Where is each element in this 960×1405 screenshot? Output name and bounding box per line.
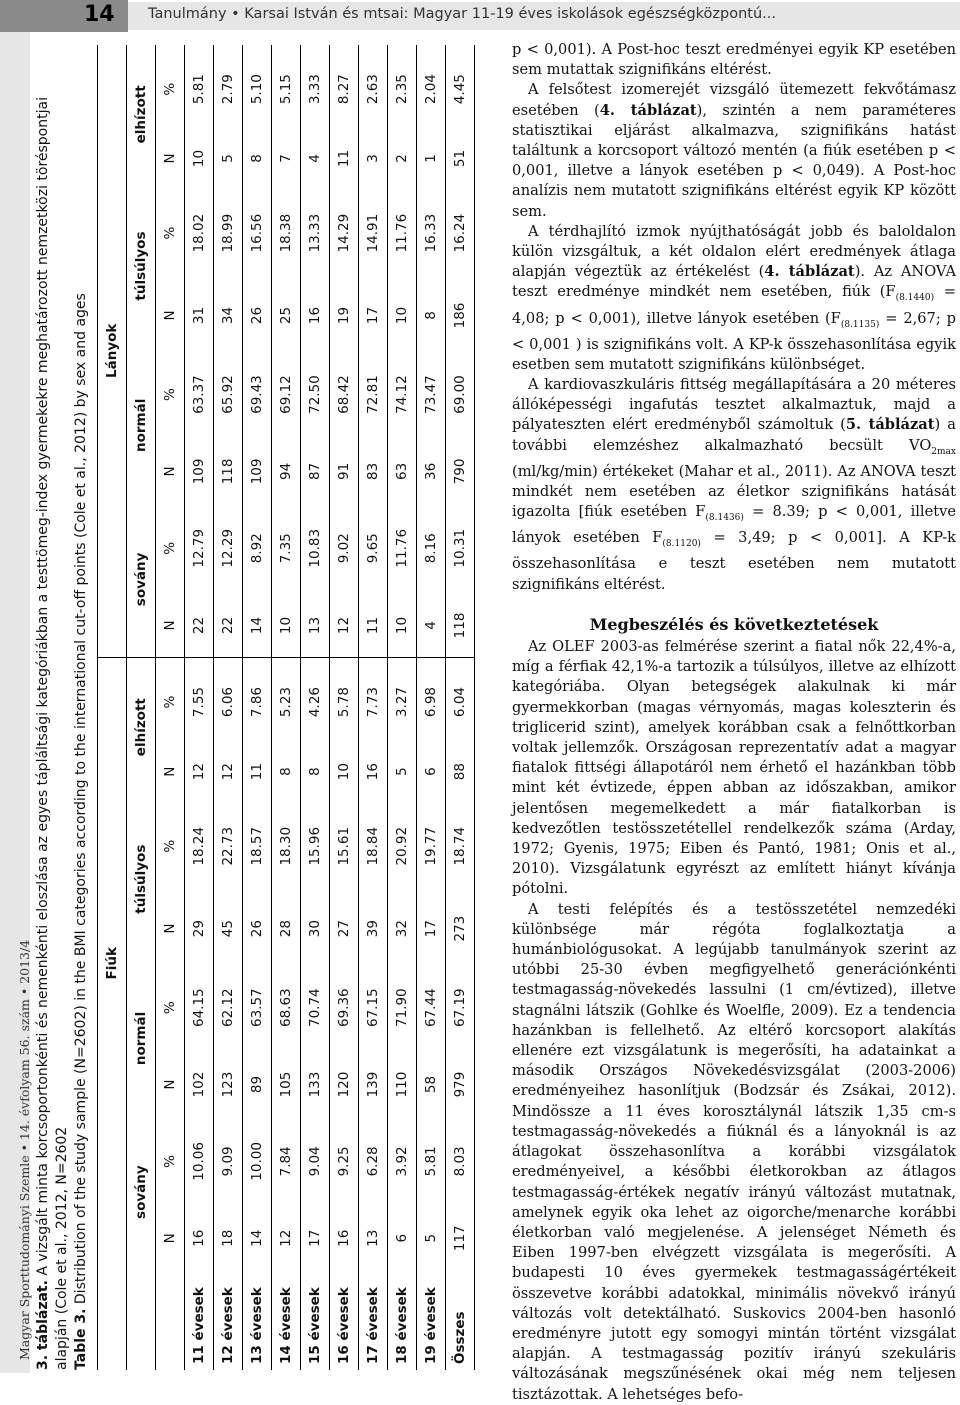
total-cell: 790 [446, 441, 475, 503]
table-cell: 11 [243, 746, 272, 796]
age-label: 15 évesek [301, 1269, 330, 1370]
table-cell: 9.04 [301, 1115, 330, 1207]
table-row [330, 45, 359, 1370]
table-cell: 31 [185, 283, 214, 349]
table-cell: 65.92 [214, 348, 243, 440]
pct-header: % [156, 962, 185, 1054]
total-cell: 8.03 [446, 1115, 475, 1207]
table-cell: 14.91 [359, 184, 388, 283]
table-cell: 5 [214, 133, 243, 183]
category-header: túlsúlyos [127, 184, 156, 349]
age-label: 13 évesek [243, 1269, 272, 1370]
table-cell: 15.61 [330, 797, 359, 896]
table-corner [156, 1269, 185, 1370]
table-cell: 139 [359, 1054, 388, 1116]
table-cell: 109 [243, 441, 272, 503]
table-cell: 69.43 [243, 348, 272, 440]
table-cell: 3.33 [301, 45, 330, 133]
table-cell: 10 [272, 594, 301, 657]
n-header: N [156, 283, 185, 349]
table-cell: 105 [272, 1054, 301, 1116]
table-cell: 27 [330, 896, 359, 962]
table-cell: 7 [272, 133, 301, 183]
table-cell: 12 [185, 746, 214, 796]
table-cell: 19.77 [417, 797, 446, 896]
table-cell: 64.15 [185, 962, 214, 1054]
table-cell: 9.65 [359, 502, 388, 594]
age-label: 16 évesek [330, 1269, 359, 1370]
table-cell: 7.86 [243, 657, 272, 746]
table-cell: 45 [214, 896, 243, 962]
total-cell: 273 [446, 896, 475, 962]
table-cell: 87 [301, 441, 330, 503]
age-label: 19 évesek [417, 1269, 446, 1370]
table-cell: 10.83 [301, 502, 330, 594]
table-cell: 10 [185, 133, 214, 183]
table-cell: 5.81 [185, 45, 214, 133]
table-row [185, 45, 214, 1370]
table-cell: 7.73 [359, 657, 388, 746]
text-column [512, 40, 956, 1405]
table-total-row [446, 45, 475, 1370]
total-cell: 979 [446, 1054, 475, 1116]
table-cell: 18.84 [359, 797, 388, 896]
table-caption-hu [34, 45, 72, 1370]
table-cell: 10 [388, 594, 417, 657]
section-heading: Megbeszélés és következtetések [589, 614, 879, 634]
table-cell: 83 [359, 441, 388, 503]
table-cell: 6 [388, 1208, 417, 1270]
total-cell: 186 [446, 283, 475, 349]
table-cell: 18.99 [214, 184, 243, 283]
table-cell: 34 [214, 283, 243, 349]
table-cell: 14 [243, 1208, 272, 1270]
table-cell: 18 [214, 1208, 243, 1270]
table-cell: 118 [214, 441, 243, 503]
table-cell: 20.92 [388, 797, 417, 896]
table-cell: 18.30 [272, 797, 301, 896]
page-number: 14 [84, 2, 115, 27]
table-cell: 16 [185, 1208, 214, 1270]
table-caption-en-text: Distribution of the study sample (N=2602) in the BMI categories according to the international cut-off points (Cole et al., 2012) by sex and ages [73, 293, 89, 1305]
table-cell: 25 [272, 283, 301, 349]
table-row [388, 45, 417, 1370]
running-head: Tanulmány • Karsai István és mtsai: Magyar 11-19 éves iskolások egészségközpontú... [148, 6, 776, 22]
total-cell: 117 [446, 1208, 475, 1270]
age-label: 17 évesek [359, 1269, 388, 1370]
table-cell: 8 [272, 746, 301, 796]
table-cell: 63 [388, 441, 417, 503]
table-cell: 8 [301, 746, 330, 796]
table-cell: 32 [388, 896, 417, 962]
age-label: 18 évesek [388, 1269, 417, 1370]
table-cell: 69.12 [272, 348, 301, 440]
table-cell: 12 [214, 746, 243, 796]
total-cell: 18.74 [446, 797, 475, 896]
table-row [301, 45, 330, 1370]
table-cell: 26 [243, 283, 272, 349]
total-cell: 16.24 [446, 184, 475, 283]
total-cell: 118 [446, 594, 475, 657]
table-cell: 5 [417, 1208, 446, 1270]
table-cell: 12 [330, 594, 359, 657]
n-header: N [156, 746, 185, 796]
table-cell: 3 [359, 133, 388, 183]
age-label: 12 évesek [214, 1269, 243, 1370]
table-cell: 10 [330, 746, 359, 796]
total-cell: 6.04 [446, 657, 475, 746]
table-cell: 91 [330, 441, 359, 503]
table-cell: 11.76 [388, 502, 417, 594]
table-cell: 6.98 [417, 657, 446, 746]
table-cell: 16 [359, 746, 388, 796]
group-header: Fiúk [98, 657, 127, 1269]
table-cell: 9.25 [330, 1115, 359, 1207]
table-cell: 89 [243, 1054, 272, 1116]
category-header: túlsúlyos [127, 797, 156, 962]
table-cell: 19 [330, 283, 359, 349]
category-header: sovány [127, 502, 156, 657]
table-cell: 67.15 [359, 962, 388, 1054]
table-cell: 2 [388, 133, 417, 183]
table-cell: 1 [417, 133, 446, 183]
table-caption-en [72, 45, 91, 1370]
table-cell: 5.23 [272, 657, 301, 746]
table-cell: 15.96 [301, 797, 330, 896]
table-cell: 73.47 [417, 348, 446, 440]
table-cell: 22.73 [214, 797, 243, 896]
table-cell: 133 [301, 1054, 330, 1116]
table-cell: 12 [272, 1208, 301, 1270]
table-cell: 18.02 [185, 184, 214, 283]
table-cell: 109 [185, 441, 214, 503]
paragraph: A testi felépítés és a testösszetétel nemzedéki különbsége már régóta foglalkoztatja a humánbiológusokat. A legújabb tanulmányok szerint az utóbbi 25-30 évben megfigyelhető generációnkénti testmagasság-növekedés lassulni (1 cm/évtized), illetve stagnálni látszik (Gohlke és Woelfle, 2009). Ez a tendencia hazánkban is fellelhető. Az eltérő korcsoport alakítás ellenére ezt vizsgálatunk is megerősíti, ha adatainkat a második Országos Növekedésvizsgálat (2003-2006) eredményeihez hasonlítjuk (Bodzsár és Zsákai, 2012). Mindössze a 11 éves korosztálynál látszik 1,35 cm-s testmagasság-növekedés a fiúknál és a lányoknál is az átlagokat összehasonlítva a korábbi vizsgálatok eredményeivel, a későbbi életkorokban az átlagos testmagasság-értékek negatív irányú változást mutatnak, amelynek egyik oka lehet az oigorche/menarche korábbi életkorban való megjelenése. A jelenséget Németh és Eiben 1997-ben elvégzett vizsgálata is megerősíti. A budapesti 10 éves gyermekek testmagasságértékeit összevetve korábbi adatokkal, minimális növekvő irányú változás volt detektálható. Suskovics 2004-ben hasonló eredményre jutott egy somogyi mintán történt vizsgálat alapján. A testmagasság pozitív irányú szekuláris változásának megszűnésének okai még nem teljesen tisztázottak. A lehetséges befo- [512, 900, 956, 1403]
table-cell: 11.76 [388, 184, 417, 283]
table-cell: 5.81 [417, 1115, 446, 1207]
table-cell: 7.35 [272, 502, 301, 594]
n-header: N [156, 133, 185, 183]
table-cell: 9.09 [214, 1115, 243, 1207]
total-cell: 51 [446, 133, 475, 183]
n-header: N [156, 441, 185, 503]
table-cell: 67.44 [417, 962, 446, 1054]
table-cell: 4 [301, 133, 330, 183]
table-cell: 3.27 [388, 657, 417, 746]
table-cell: 2.35 [388, 45, 417, 133]
total-label: Összes [446, 1269, 475, 1370]
pct-header: % [156, 348, 185, 440]
journal-info: Magyar Sporttudományi Szemle • 14. évfolyam 56. szám • 2013/4 [17, 939, 32, 1360]
pct-header: % [156, 657, 185, 746]
n-header: N [156, 896, 185, 962]
table-cell: 17 [301, 1208, 330, 1270]
table-cell: 63.57 [243, 962, 272, 1054]
table-row [214, 45, 243, 1370]
table-cell: 3.92 [388, 1115, 417, 1207]
pct-header: % [156, 45, 185, 133]
table-cell: 11 [359, 594, 388, 657]
table-cell: 70.74 [301, 962, 330, 1054]
table-cell: 120 [330, 1054, 359, 1116]
table-cell: 8.27 [330, 45, 359, 133]
table-cell: 18.57 [243, 797, 272, 896]
n-header: N [156, 1208, 185, 1270]
table-cell: 8 [243, 133, 272, 183]
table-cell: 17 [417, 896, 446, 962]
table-row [272, 45, 301, 1370]
table-cell: 102 [185, 1054, 214, 1116]
paragraph: A felsőtest izomerejét vizsgáló ütemezett fekvőtámasz esetében (4. táblázat), szintén a nem paraméteres statisztikai eljárást alkalmazva, szignifikáns hatást találtunk a korcsoport változó mentén (a fiúk esetében p < 0,001, illetve a lányok esetében p < 0,049). A Post-hoc analízis nem mutatott szignifikáns eltérést egyik KP között sem. [512, 81, 956, 220]
table-row [417, 45, 446, 1370]
total-cell: 4.45 [446, 45, 475, 133]
table-cell: 5.78 [330, 657, 359, 746]
table-reference: 4. táblázat [599, 101, 697, 119]
pct-header: % [156, 1115, 185, 1207]
paragraph: A térdhajlító izmok nyújthatóságát jobb és baloldalon külön vizsgáltuk, a két oldalon elért eredmények átlaga alapján végeztük az értékelést (4. táblázat). Az ANOVA teszt eredménye mindkét nem esetében, fiúk ($F_{(8.1440)} = 4,08$; p < 0,001), illetve lányok esetében ($F_{(8.1135)} = 2,67$; p < 0,001 ) is szignifikáns volt. A KP-k összehasonlítása egyik esetben sem mutatott szignifikáns különbséget. [512, 222, 956, 373]
total-cell: 69.00 [446, 348, 475, 440]
paragraph: p < 0,001). A Post-hoc teszt eredményei egyik KP esetében sem mutattak szignifikáns eltérést. [512, 41, 956, 79]
category-header: sovány [127, 1115, 156, 1269]
n-header: N [156, 1054, 185, 1116]
table-cell: 10.00 [243, 1115, 272, 1207]
table-cell: 7.55 [185, 657, 214, 746]
age-label: 14 évesek [272, 1269, 301, 1370]
category-header: elhízott [127, 45, 156, 184]
table-cell: 18.38 [272, 184, 301, 283]
table-cell: 22 [214, 594, 243, 657]
table-cell: 5 [388, 746, 417, 796]
table-cell: 4 [417, 594, 446, 657]
table-cell: 110 [388, 1054, 417, 1116]
table-cell: 12.79 [185, 502, 214, 594]
total-cell: 88 [446, 746, 475, 796]
table-cell: 8 [417, 283, 446, 349]
table-cell: 62.12 [214, 962, 243, 1054]
table-cell: 16.56 [243, 184, 272, 283]
pct-header: % [156, 797, 185, 896]
table-cell: 2.79 [214, 45, 243, 133]
table-caption-label: 3. táblázat. [35, 1280, 51, 1370]
table-cell: 6.06 [214, 657, 243, 746]
table-cell: 123 [214, 1054, 243, 1116]
table-cell: 68.63 [272, 962, 301, 1054]
table-cell: 6.28 [359, 1115, 388, 1207]
table-cell: 8.16 [417, 502, 446, 594]
table-cell: 13 [359, 1208, 388, 1270]
table-cell: 10 [388, 283, 417, 349]
table-row [359, 45, 388, 1370]
pct-header: % [156, 184, 185, 283]
table-caption-en-label: Table 3. [73, 1308, 89, 1370]
pct-header: % [156, 502, 185, 594]
table-reference: 5. táblázat [845, 416, 935, 434]
table-corner [127, 1269, 156, 1370]
table-caption-text: A vizsgált minta korcsoportonkénti és nemenkénti eloszlása az egyes tápláltsági kategóriákban a testtömeg-index gyermekekre meghatározott nemzetközi töréspontjai alapján (Cole et al., 2012, N=2602 [35, 97, 70, 1370]
category-header: elhízott [127, 657, 156, 797]
table-cell: 5.15 [272, 45, 301, 133]
table-cell: 58 [417, 1054, 446, 1116]
table-cell: 63.37 [185, 348, 214, 440]
table-cell: 13 [301, 594, 330, 657]
table-cell: 69.36 [330, 962, 359, 1054]
bmi-table [97, 45, 475, 1370]
group-header: Lányok [98, 45, 127, 657]
table-cell: 22 [185, 594, 214, 657]
table-cell: 9.02 [330, 502, 359, 594]
table-cell: 39 [359, 896, 388, 962]
total-cell: 67.19 [446, 962, 475, 1054]
table-cell: 18.24 [185, 797, 214, 896]
table-cell: 74.12 [388, 348, 417, 440]
table-cell: 68.42 [330, 348, 359, 440]
table-cell: 16 [301, 283, 330, 349]
table-cell: 72.81 [359, 348, 388, 440]
table-row [243, 45, 272, 1370]
category-header: normál [127, 962, 156, 1116]
table-cell: 72.50 [301, 348, 330, 440]
table-cell: 4.26 [301, 657, 330, 746]
table-cell: 17 [359, 283, 388, 349]
table-corner [98, 1269, 127, 1370]
table-cell: 8.92 [243, 502, 272, 594]
total-cell: 10.31 [446, 502, 475, 594]
table-cell: 14.29 [330, 184, 359, 283]
table-cell: 71.90 [388, 962, 417, 1054]
n-header: N [156, 594, 185, 657]
table-cell: 2.04 [417, 45, 446, 133]
table-cell: 16.33 [417, 184, 446, 283]
table-cell: 6 [417, 746, 446, 796]
table-reference: 4. táblázat [764, 263, 855, 281]
bmi-table-block [34, 45, 500, 1370]
paragraph: Az OLEF 2003-as felmérése szerint a fiatal nők 22,4%-a, míg a férfiak 42,1%-a tartozik a túlsúlyos, illetve az elhízott kategóriába. Olyan betegségek alakulnak ki már gyermekkorban (magas vérnyomás, magas koleszterin és triglicerid szint), amelyek korábban csak a felnőttkorban voltak jellemzők. Országosan reprezentatív adat a magyar fiatalok fittségi állapotáról nem érhető el hazánkban több mint két évtizede, éppen abban az időszakban, amikor jelentősen megemelkedett a már fiatalkorban is kedvezőtlen testösszetétellel rendelkezők száma (Arday, 1972; Gyenis, 1975; Eiben és Pantó, 1981; Onis et al., 2010). Vizsgálatunk egyrészt az említett hiányt kívánja pótolni. [512, 638, 956, 898]
table-cell: 5.10 [243, 45, 272, 133]
table-cell: 30 [301, 896, 330, 962]
table-cell: 26 [243, 896, 272, 962]
table-cell: 12.29 [214, 502, 243, 594]
table-cell: 13.33 [301, 184, 330, 283]
table-cell: 16 [330, 1208, 359, 1270]
table-cell: 11 [330, 133, 359, 183]
age-label: 11 évesek [185, 1269, 214, 1370]
table-cell: 36 [417, 441, 446, 503]
table-cell: 29 [185, 896, 214, 962]
table-cell: 2.63 [359, 45, 388, 133]
table-cell: 94 [272, 441, 301, 503]
table-cell: 7.84 [272, 1115, 301, 1207]
paragraph: A kardiovaszkuláris fittség megállapítására a 20 méteres állóképességi ingafutás tesztet alkalmaztuk, majd a pályateszten elért eredményből számoltuk (5. táblázat) a további elemzéshez alkalmazható becsült $VO_{2max}$ (ml/kg/min) értékeket (Mahar et al., 2011). Az ANOVA teszt mindkét nem esetében az életkor szignifikáns hatását igazolta [fiúk esetében $F_{(8.1436)} = 8.39$; p < 0,001, illetve lányok esetében $F_{(8.1120)} = 3,49$; p < 0,001]. A KP-k összehasonlítása e teszt esetében nem mutatott szignifikáns eltérést. [512, 376, 957, 593]
category-header: normál [127, 348, 156, 502]
table-cell: 14 [243, 594, 272, 657]
table-cell: 10.06 [185, 1115, 214, 1207]
table-cell: 28 [272, 896, 301, 962]
